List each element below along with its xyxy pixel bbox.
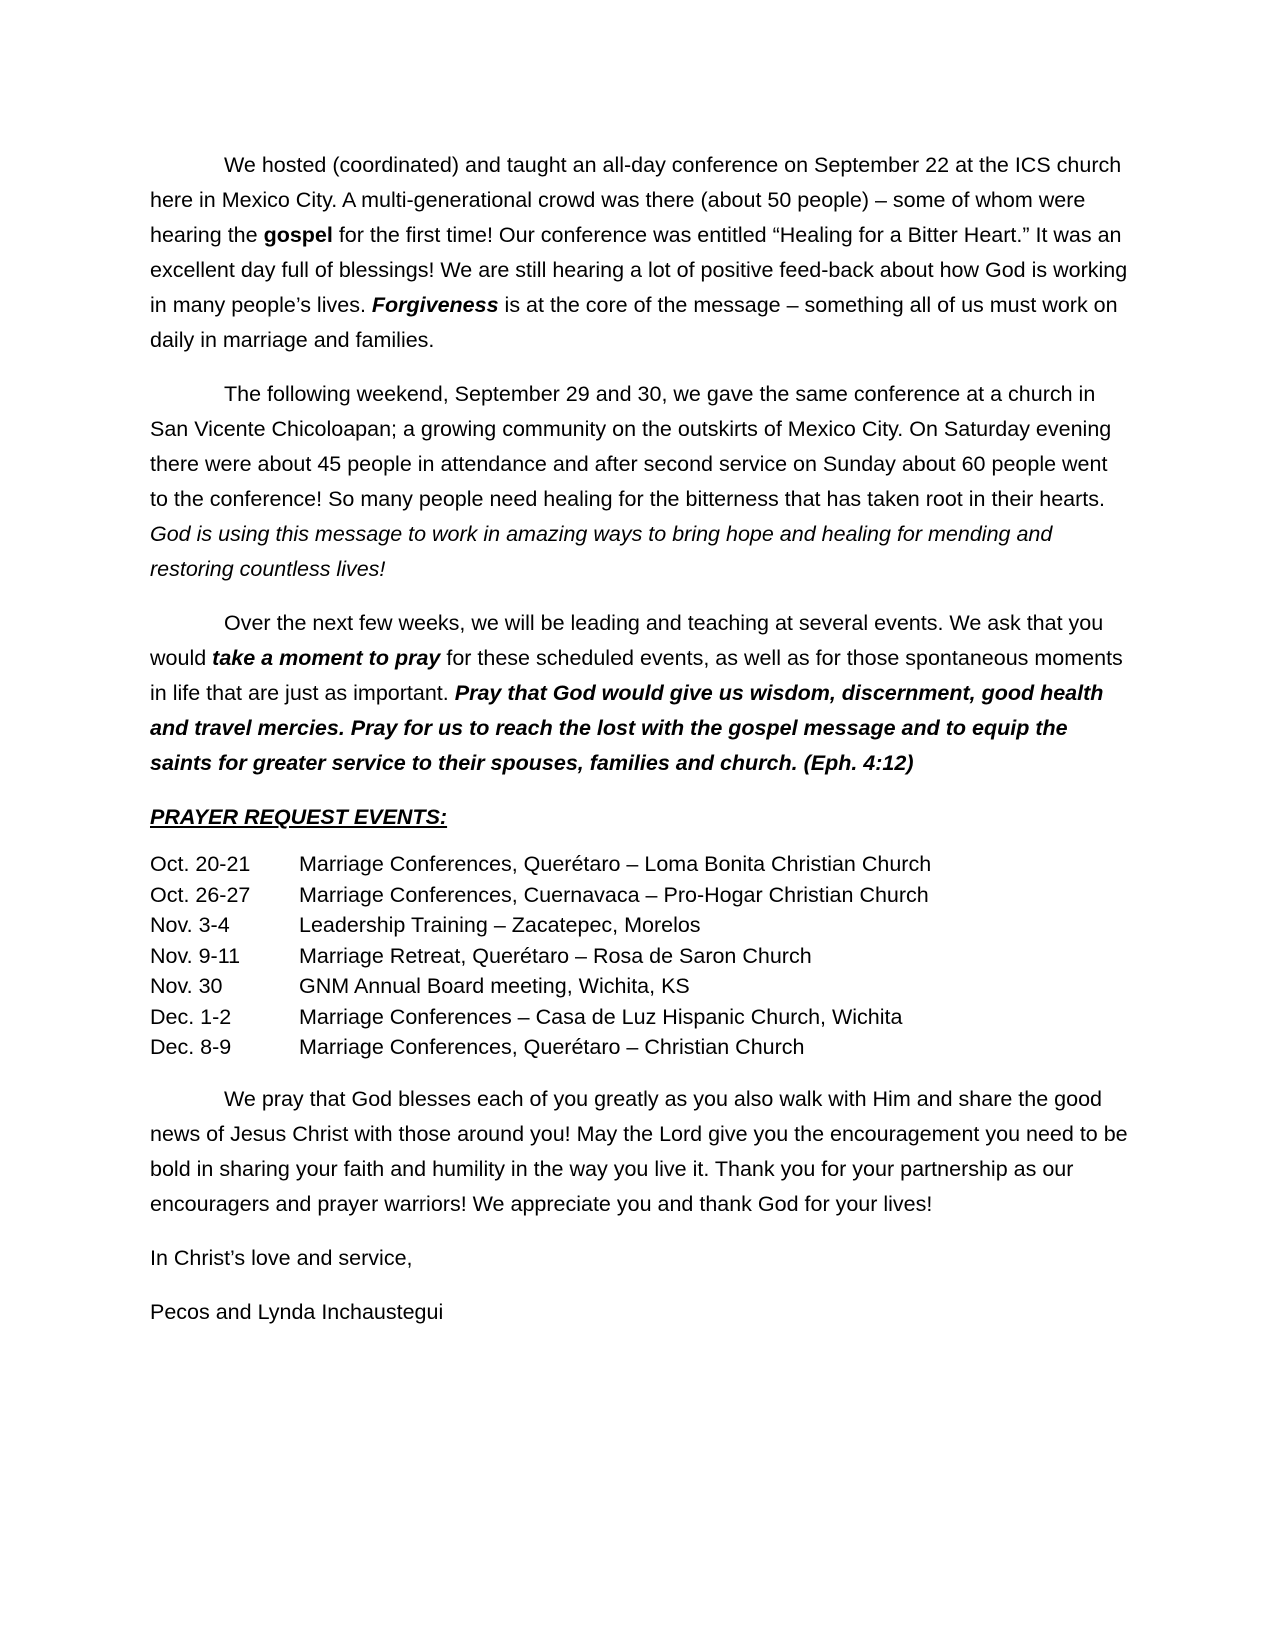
event-description: Leadership Training – Zacatepec, Morelos	[299, 913, 701, 937]
emphasis-request: Pray that God would give us wisdom, discernment, good health and travel mercies. Pray for us to reach the lost with the gospel message and to equip the saints for greater service to their spouses, families and church. (Eph. 4:12)	[150, 681, 1104, 775]
event-description: Marriage Retreat, Querétaro – Rosa de Saron Church	[299, 943, 812, 968]
event-description: Marriage Conferences, Querétaro – Christian Church	[299, 1035, 805, 1059]
paragraph-blessing: We pray that God blesses each of you greatly as you also walk with Him and share the good news of Jesus Christ with those around you! May the Lord give you the encouragement you need to be bold in sharing your faith and humility in the way you live it. Thank you for your partnership as our encouragers and prayer warriors! We appreciate you and thank God for your lives!	[150, 1086, 1128, 1216]
closing-line: In Christ’s love and service,	[150, 1245, 413, 1270]
emphasis-healing: God is using this message to work in amazing ways to bring hope and healing for mending and restoring countless lives!	[150, 522, 1053, 581]
event-row	[150, 971, 1130, 1002]
emphasis-forgiveness: Forgiveness	[371, 293, 499, 317]
text: for these scheduled events, as well as for those spontaneous moments in life that are just as important.	[150, 646, 1123, 705]
event-description: Marriage Conferences – Casa de Luz Hispanic Church, Wichita	[299, 1004, 903, 1029]
paragraph-conference-ics	[150, 148, 1130, 358]
event-date: Oct. 26-27	[150, 882, 251, 907]
text: is at the core of the message – something all of us must work on daily in marriage and families.	[150, 293, 1118, 352]
event-date: Oct. 20-21	[150, 852, 251, 876]
event-date: Nov. 30	[150, 974, 223, 998]
events-list	[150, 849, 1130, 1063]
signature: Pecos and Lynda Inchaustegui	[150, 1299, 444, 1324]
text: The following weekend, September 29 and 30, we gave the same conference at a church in San Vicente Chicoloapan; a growing community on the outskirts of Mexico City. On Saturday evening there were about 45 people in attendance and after second service on Sunday about 60 people went to the conference! So many people need healing for the bitterness that has taken root in their hearts.	[150, 382, 1112, 511]
event-description: GNM Annual Board meeting, Wichita, KS	[299, 974, 690, 998]
event-row	[150, 849, 1130, 880]
text: We hosted (coordinated) and taught an all-day conference on September 22 at the ICS church here in Mexico City. A multi-generational crowd was there (about 50 people) – some of whom were hearing the	[150, 153, 1122, 247]
event-description: Marriage Conferences, Querétaro – Loma Bonita Christian Church	[299, 852, 932, 876]
event-row	[150, 910, 1130, 941]
event-row	[150, 1002, 1130, 1033]
paragraph-conference-chicoloapan	[150, 377, 1130, 587]
events-heading: PRAYER REQUEST EVENTS:	[150, 805, 448, 829]
event-date: Dec. 8-9	[150, 1035, 232, 1059]
event-row	[150, 1032, 1130, 1063]
letter-body	[150, 148, 1130, 1349]
emphasis-gospel: gospel	[263, 223, 333, 247]
event-row	[150, 941, 1130, 972]
event-date: Nov. 9-11	[150, 943, 241, 968]
event-date: Nov. 3-4	[150, 913, 230, 937]
event-row	[150, 880, 1130, 911]
paragraph-prayer-request	[150, 606, 1130, 781]
text: for the first time! Our conference was entitled “Healing for a Bitter Heart.” It was an excellent day full of blessings! We are still hearing a lot of positive feed-back about how God is working in many people’s lives.	[150, 223, 1128, 317]
event-date: Dec. 1-2	[150, 1004, 232, 1029]
event-description: Marriage Conferences, Cuernavaca – Pro-Hogar Christian Church	[299, 882, 929, 907]
emphasis-pray: take a moment to pray	[212, 646, 441, 670]
text: Over the next few weeks, we will be leading and teaching at several events. We ask that you would	[150, 611, 1104, 670]
